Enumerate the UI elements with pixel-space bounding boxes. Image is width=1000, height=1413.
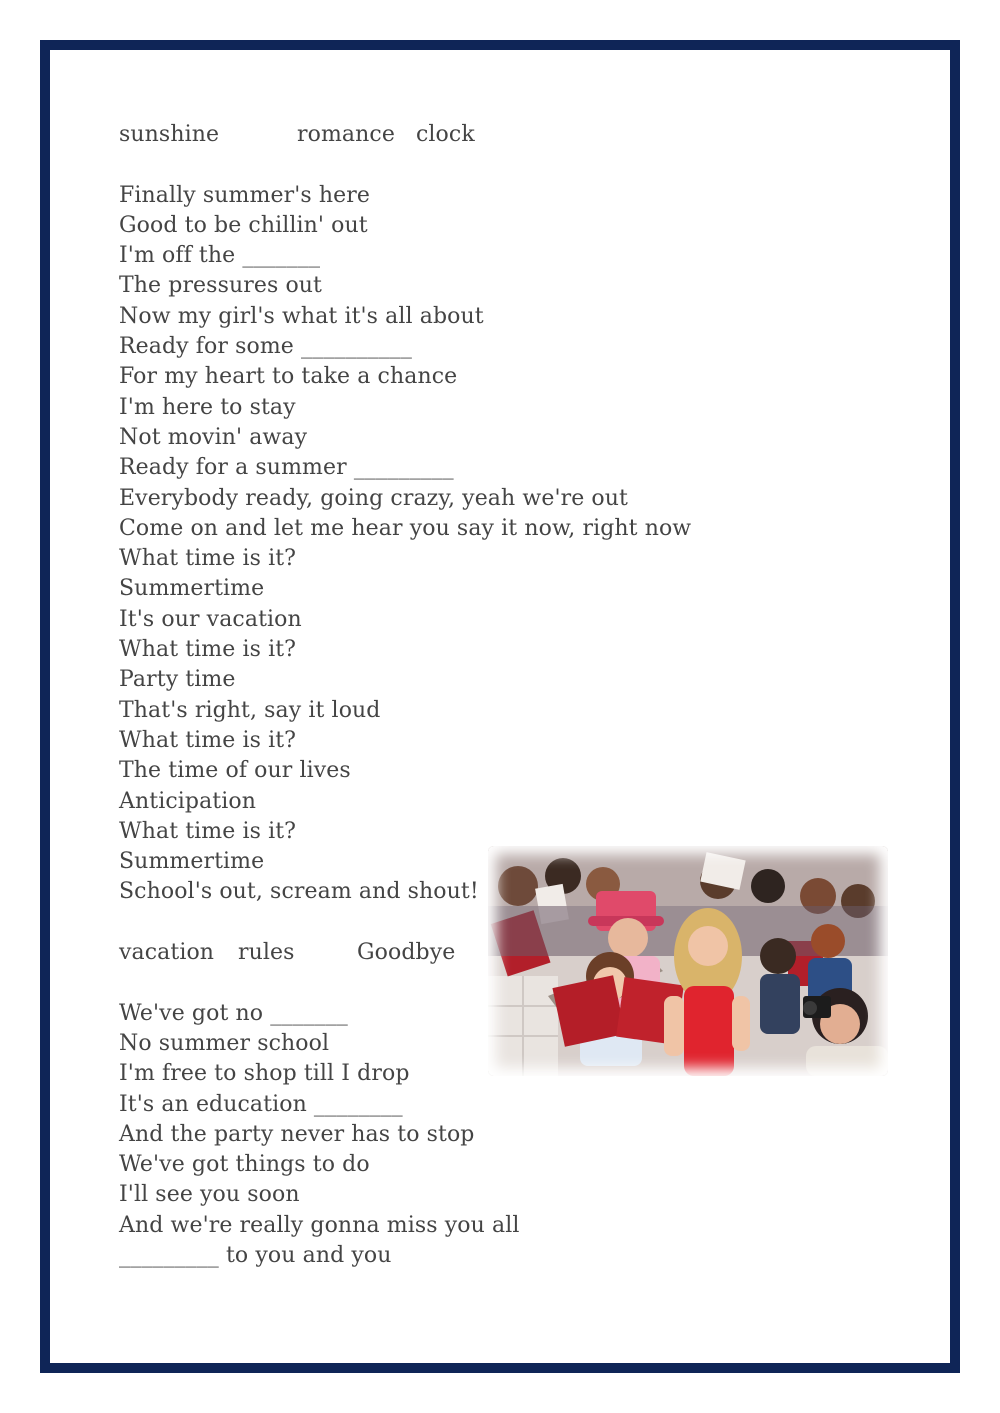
lyric-line: And the party never has to stop — [119, 1121, 475, 1147]
lyric-line: I'll see you soon — [119, 1182, 300, 1208]
lyric-line: Everybody ready, going crazy, yeah we're out — [119, 485, 628, 511]
lyric-line: What time is it? — [119, 546, 297, 572]
word-bank-word: Goodbye — [357, 940, 456, 966]
lyrics-worksheet — [119, 120, 692, 1271]
lyric-line: School's out, scream and shout! — [119, 879, 479, 905]
movie-still-image — [488, 846, 888, 1076]
lyric-line-blank: We've got no _______ — [119, 1000, 348, 1026]
lyric-line: We've got things to do — [119, 1152, 370, 1178]
lyric-line-blank: I'm off the _______ — [119, 243, 321, 269]
word-bank-word: clock — [416, 122, 475, 147]
word-bank-word: vacation — [119, 940, 215, 966]
lyric-line: That's right, say it loud — [119, 697, 381, 723]
word-bank-word: rules — [238, 940, 295, 966]
lyric-line: I'm free to shop till I drop — [119, 1061, 410, 1087]
lyric-line: What time is it? — [119, 727, 297, 753]
verse-1 — [119, 181, 692, 908]
lyric-line: Good to be chillin' out — [119, 212, 368, 238]
lyric-line: Anticipation — [119, 788, 256, 814]
photo-illustration — [488, 846, 888, 1076]
lyric-line-blank: _________ to you and you — [119, 1242, 392, 1268]
lyric-line-blank: Ready for a summer _________ — [119, 455, 454, 481]
lyric-line-blank: Ready for some __________ — [119, 334, 413, 360]
word-bank-word: sunshine — [119, 122, 220, 147]
lyric-line: Summertime — [119, 576, 265, 602]
lyric-line: Party time — [119, 667, 236, 693]
word-bank-1 — [119, 120, 679, 150]
lyric-line: Finally summer's here — [119, 182, 370, 208]
lyric-line-blank: It's an education ________ — [119, 1091, 403, 1117]
lyric-line: Not movin' away — [119, 424, 308, 450]
lyric-line: The pressures out — [119, 273, 322, 299]
lyric-line: For my heart to take a chance — [119, 364, 458, 390]
lyric-line: Come on and let me hear you say it now, right now — [119, 515, 692, 541]
lyric-line: Now my girl's what it's all about — [119, 303, 484, 329]
lyric-line: It's our vacation — [119, 606, 302, 632]
lyric-line: Summertime — [119, 849, 265, 875]
word-bank-word: romance — [297, 122, 395, 147]
lyric-line: What time is it? — [119, 818, 297, 844]
lyric-line: No summer school — [119, 1030, 330, 1056]
lyric-line: I'm here to stay — [119, 394, 296, 420]
lyric-line: And we're really gonna miss you all — [119, 1212, 520, 1238]
lyric-line: What time is it? — [119, 637, 297, 663]
lyric-line: The time of our lives — [119, 758, 351, 784]
